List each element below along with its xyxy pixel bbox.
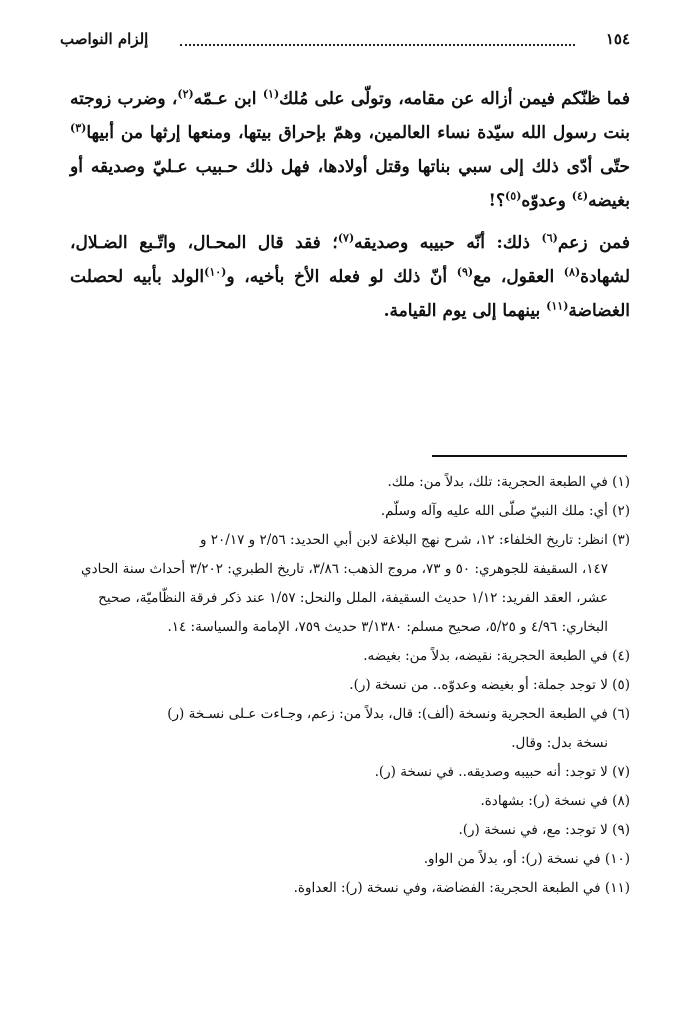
footnote: [60, 816, 630, 845]
paragraph: [70, 226, 630, 328]
running-title: إلزام النواصب: [60, 30, 149, 48]
footnote: [60, 526, 630, 642]
text-run: ذلك: أنّه حبيبه وصديقه: [354, 233, 542, 253]
footnote-text: (١) في الطبعة الحجرية: تلك، بدلاً من: ملك.: [387, 474, 630, 490]
text-run: حتّى أدّى ذلك إلى سبي بناتها وقتل أولادها، فهل ذلك حـبيب عـليّ وصديقه أو بغيضه: [70, 157, 630, 211]
footnote-text: (٥) لا توجد جملة: أو بغيضه وعدوّه.. من نسخة (ر).: [349, 677, 630, 693]
footnote: [60, 468, 630, 497]
text-run: ابن عـمّه: [193, 89, 263, 109]
footnote: [60, 700, 630, 758]
footnotes: [60, 468, 630, 903]
text-run: أنّ ذلك لو فعله الأخ بأخيه، و: [226, 267, 457, 287]
text-run: ؟!: [488, 191, 506, 211]
page-number: ١٥٤: [605, 30, 630, 48]
text-run: ؛ فقد قال المحـال، واتّـبع الضـلال، لشهادة: [70, 233, 630, 287]
footnote-text: (٣) انظر: تاريخ الخلفاء: ١٢، شرح نهج البلاغة لابن أبي الحديد: ٢/٥٦ و ٢٠/١٧ و: [199, 532, 630, 548]
footnote-text: (١١) في الطبعة الحجرية: الفضاضة، وفي نسخة (ر): العداوة.: [293, 880, 630, 896]
footnote-text: (١٠) في نسخة (ر): أو، بدلاً من الواو.: [423, 851, 630, 867]
footnote-ref: (٧): [337, 231, 355, 245]
footnote-continuation: ١٤٧، السقيفة للجوهري: ٥٠ و ٧٣، مروج الذهب: ٣/٨٦، تاريخ الطبري: ٣/٢٠٢ أحداث سنة الحادي عشر، العقد الفريد: ١/١٢ حديث السقيفة، الملل والنحل: ١/٥٧ عند ذكر فرقة النظّاميّة، صحيح البخاري: ٤/٩٦ و ٥/٢٥، صحيح مسلم: ٣/١٣٨٠ حديث ٧٥٩، الإمامة والسياسة: ١٤.: [81, 561, 608, 635]
footnote-text: (٩) لا توجد: مع، في نسخة (ر).: [458, 822, 630, 838]
leader-dots: [180, 32, 575, 46]
footnote-ref: (٨): [563, 265, 581, 279]
text-run: العقول، مع: [473, 267, 564, 287]
footnote-ref: (١): [262, 87, 280, 101]
footnote-ref: (٦): [541, 231, 558, 245]
footnote: [60, 758, 630, 787]
footnote-ref: (١١): [546, 299, 569, 313]
footnote-ref: (٥): [505, 189, 522, 203]
footnote: [60, 671, 630, 700]
footnote-ref: (١٠): [204, 265, 227, 279]
text-run: فما ظنّكم فيمن أزاله عن مقامه، وتولّى على مُلك: [279, 89, 630, 109]
paragraph: [70, 82, 630, 218]
main-text: [70, 82, 630, 328]
footnote: [60, 874, 630, 903]
footnote-ref: (٤): [571, 189, 589, 203]
text-run: ، وضرب زوجته بنت رسول الله سيّدة نساء العالمين، وهمّ بإحراق بيتها، ومنعها إرثها من أبيها: [70, 89, 630, 143]
footnote-ref: (٣): [70, 121, 87, 135]
footnote-ref: (٩): [456, 265, 474, 279]
footnote-continuation: نسخة بدل: وقال.: [511, 735, 608, 751]
footnote: [60, 787, 630, 816]
footnote-text: (٨) في نسخة (ر): بشهادة.: [480, 793, 630, 809]
running-head: [60, 30, 630, 54]
footnote-text: (٤) في الطبعة الحجرية: نقيضه، بدلاً من: بغيضه.: [363, 648, 630, 664]
text-run: وعدوّه: [521, 191, 572, 211]
footnote: [60, 642, 630, 671]
text-run: بينهما إلى يوم القيامة.: [383, 301, 547, 321]
text-run: فمن زعم: [557, 233, 631, 253]
footnote-ref: (٢): [177, 87, 194, 101]
footnote: [60, 845, 630, 874]
footnote-text: (٢) أي: ملك النبيّ صلّى الله عليه وآله وسلّم.: [380, 503, 630, 519]
footnote-separator: [432, 455, 627, 457]
footnote-text: (٧) لا توجد: أنه حبيبه وصديقه.. في نسخة (ر).: [374, 764, 630, 780]
footnote-text: (٦) في الطبعة الحجرية ونسخة (ألف): قال، بدلاً من: زعم، وجـاءت عـلى نسـخة (ر): [167, 706, 630, 722]
text-run: الولد بأبيه لحصلت الغضاضة: [70, 267, 630, 321]
footnote: [60, 497, 630, 526]
